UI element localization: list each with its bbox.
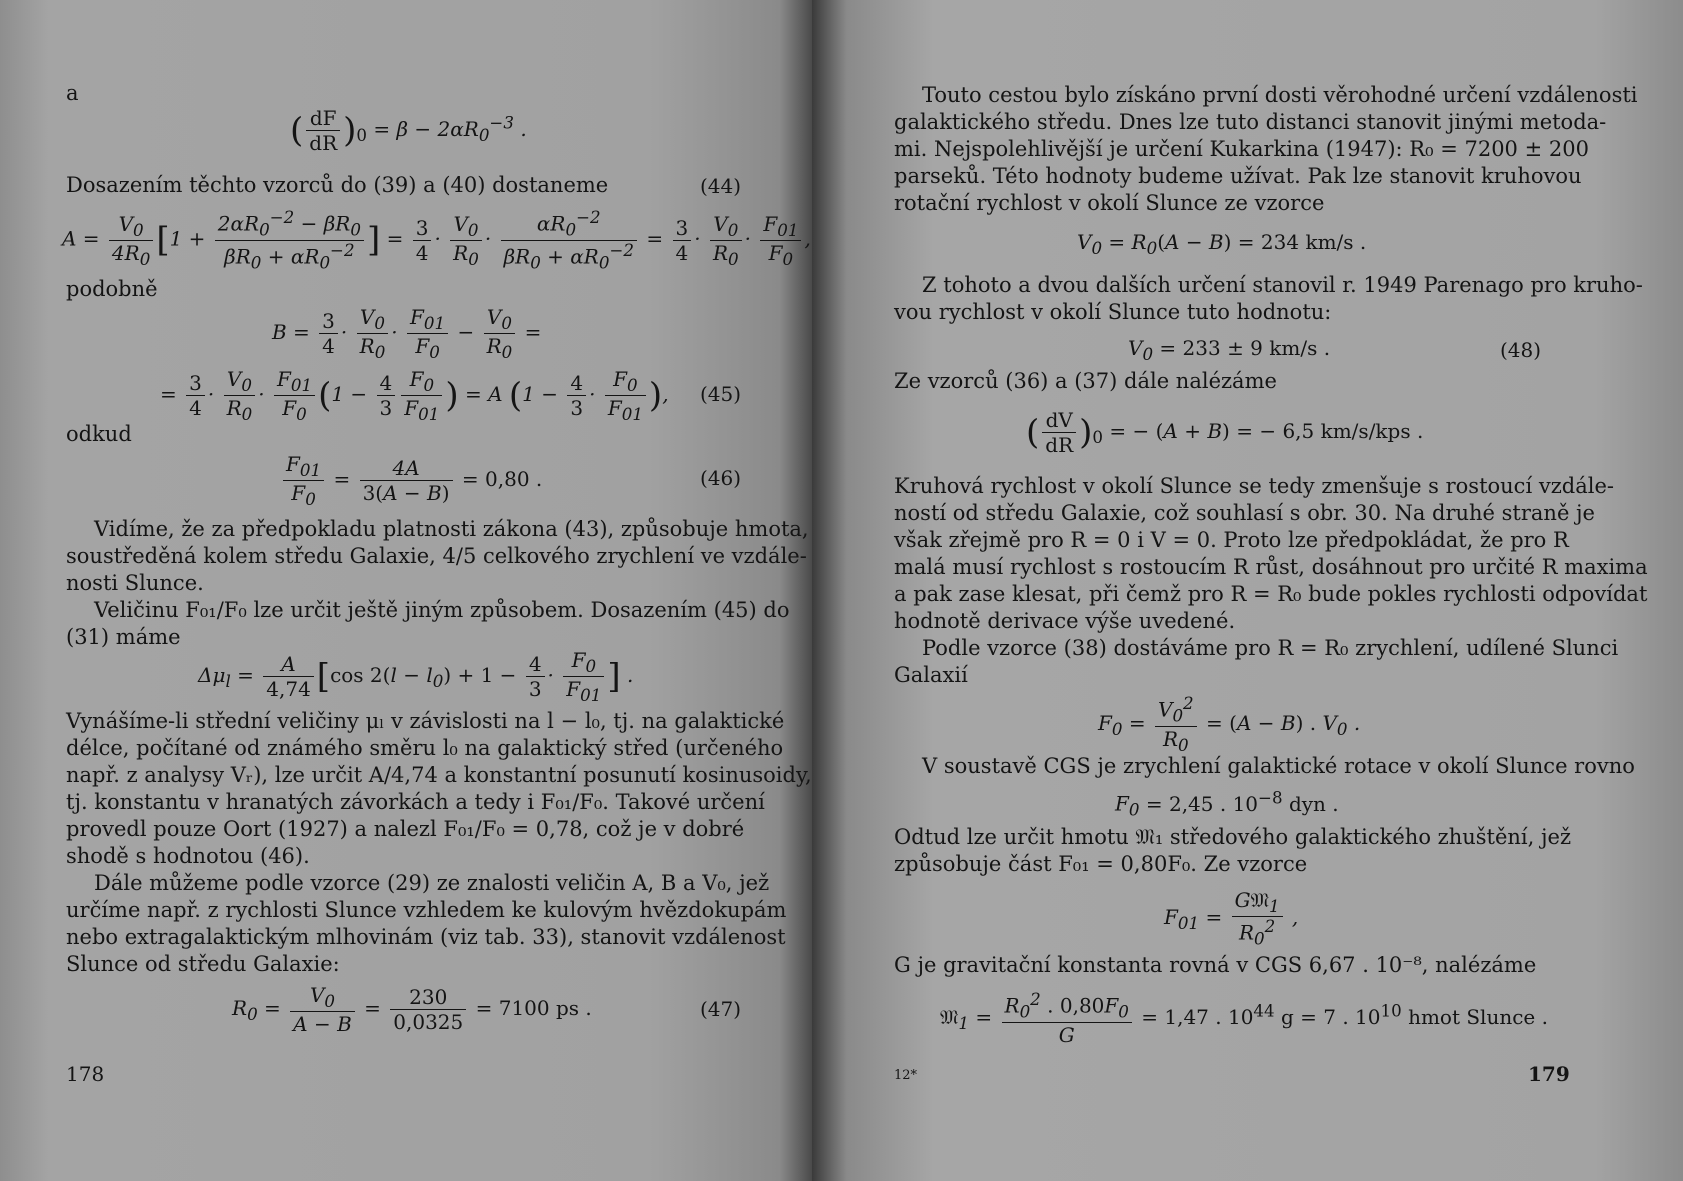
equation-F01: $F_{01}$ = $\frac{G𝔐_1}{R_0^2}$ ,: [1164, 888, 1299, 949]
right-paragraph-4-line-4: malá musí rychlost s rostoucím R růst, dosáhnout pro určité R maxima: [894, 555, 1648, 579]
right-paragraph-5-line-1: Podle vzorce (38) dostáváme pro R = R₀ zrychlení, udílené Slunci: [922, 636, 1619, 660]
paragraph-5-line-2: určíme např. z rychlosti Slunce vzhledem ke kulovým hvězdokupám: [66, 898, 787, 922]
right-paragraph-5-line-2: Galaxií: [894, 663, 968, 687]
paragraph-5-line-4: Slunce od středu Galaxie:: [66, 952, 340, 976]
word-whence: odkud: [66, 422, 132, 446]
paragraph-3-line-2: (31) máme: [66, 625, 181, 649]
page-number-left: 178: [66, 1062, 105, 1086]
equation-dV-dR: ( $\frac{dV}{dR}$ )$_0$ = − (A + B) = − 6,5 km/s/kps .: [1026, 408, 1424, 457]
right-paragraph-1-line-3: mi. Nejspolehlivější je určení Kukarkina (1947): R₀ = 7200 ± 200: [894, 137, 1589, 161]
equation-delta-mu: $\Delta\mu_l$ = $\frac{A}{4,74}$ [cos $2(l - l_0) + 1$ − $\frac{4}{3}$ · $\frac{F_0}{F_{01}}$ ] .: [198, 648, 634, 705]
paragraph-5-line-3: nebo extragalaktickým mlhovinám (viz tab. 33), stanovit vzdálenost: [66, 925, 786, 949]
equation-44: A = $\frac{V_0}{4R_0}$ [1 + $\frac{2\alpha R_0^{-2} - \beta R_0}{\beta R_0 + \alpha R_0^{-2}}$ ] = $\frac{3}{4}$ · $\frac{V_0}{R_0}$ · $\frac{\alpha R_0^{-2}}{\beta R_0 + \alpha R_0^{-2}}$ = $\frac{3}{4}$ · $\frac{V_0}{R_0}$ · $\frac{F_{01}}{F_0}$ ,: [62, 208, 811, 273]
equation-F0-value: $F_0 = 2,45$ . $10^{-8}$ dyn .: [1115, 788, 1339, 820]
paragraph-4-line-3: např. z analysy Vᵣ), lze určit A/4,74 a konstantní posunutí kosinusoidy,: [66, 763, 812, 787]
paragraph-4-line-5: provedl pouze Oort (1927) a nalezl F₀₁/F₀ = 0,78, což je v dobré: [66, 817, 745, 841]
equation-dF-dR: ( $\frac{dF}{dR}$ )$_0 = \beta - 2\alpha R_0^{-3}$ .: [290, 106, 527, 155]
right-paragraph-7-line-1: Odtud lze určit hmotu 𝔐₁ středového galaktického zhuštění, jež: [894, 825, 1572, 849]
right-paragraph-1-line-4: parseků. Této hodnoty budeme užívat. Pak lze stanovit kruhovou: [894, 164, 1582, 188]
equation-number-44: (44): [700, 174, 742, 198]
word-similarly: podobně: [66, 277, 158, 301]
right-paragraph-2-line-1: Z tohoto a dvou dalších určení stanovil r. 1949 Parenago pro kruho-: [922, 273, 1643, 297]
equation-F0: $F_0$ = $\frac{V_0^2}{R_0}$ = (A − B) . $V_0$ .: [1098, 694, 1361, 755]
page-number-right: 179: [1528, 1062, 1570, 1086]
right-paragraph-2-line-2: vou rychlost v okolí Slunce tuto hodnotu:: [894, 300, 1332, 324]
right-paragraph-6: V soustavě CGS je zrychlení galaktické rotace v okolí Slunce rovno: [922, 754, 1635, 778]
printer-signature: 12*: [894, 1068, 918, 1083]
equation-47: $R_0$ = $\frac{V_0}{A - B}$ = $\frac{230}{0,0325}$ = 7100 ps .: [232, 983, 592, 1036]
top-letter: a: [66, 81, 79, 105]
equation-B-line1: B = $\frac{3}{4}$ · $\frac{V_0}{R_0}$ · $\frac{F_{01}}{F_0}$ − $\frac{V_0}{R_0}$ =: [272, 305, 542, 362]
equation-number-48: (48): [1500, 338, 1542, 362]
right-paragraph-7-line-2: způsobuje část F₀₁ = 0,80F₀. Ze vzorce: [894, 852, 1308, 876]
right-paragraph-1-line-5: rotační rychlost v okolí Slunce ze vzorce: [894, 191, 1325, 215]
paragraph-4-line-2: délce, počítané od známého směru l₀ na galaktický střed (určeného: [66, 736, 784, 760]
paragraph-5-line-1: Dále můžeme podle vzorce (29) ze znalosti veličin A, B a V₀, jež: [94, 871, 770, 895]
left-page: [0, 0, 812, 1181]
right-paragraph-4-line-3: však zřejmě pro R = 0 i V = 0. Proto lze předpokládat, že pro R: [894, 528, 1569, 552]
right-paragraph-1-line-2: galaktického středu. Dnes lze tuto distanci stanovit jinými metoda-: [894, 110, 1607, 134]
equation-number-47: (47): [700, 997, 742, 1021]
equation-number-46: (46): [700, 466, 742, 490]
paragraph-2-line-2: soustředěná kolem středu Galaxie, 4/5 celkového zrychlení ve vzdále-: [66, 544, 807, 568]
paragraph-4-line-4: tj. konstantu v hranatých závorkách a tedy i F₀₁/F₀. Takové určení: [66, 790, 765, 814]
right-paragraph-4-line-1: Kruhová rychlost v okolí Slunce se tedy zmenšuje s rostoucí vzdále-: [894, 474, 1614, 498]
paragraph-2-line-1: Vidíme, že za předpokladu platnosti zákona (43), způsobuje hmota,: [94, 517, 809, 541]
equation-46: $\frac{F_{01}}{F_0}$ = $\frac{4A}{3(A - B)}$ = 0,80 .: [280, 452, 542, 509]
paragraph-substitution: Dosazením těchto vzorců do (39) a (40) dostaneme: [66, 173, 609, 197]
paragraph-4-line-1: Vynášíme-li střední veličiny μₗ v závislosti na l − l₀, tj. na galaktické: [66, 709, 785, 733]
paragraph-4-line-6: shodě s hodnotou (46).: [66, 844, 310, 868]
right-paragraph-4-line-2: ností od středu Galaxie, což souhlasí s obr. 30. Na druhé straně je: [894, 501, 1595, 525]
equation-45: = $\frac{3}{4}$ · $\frac{V_0}{R_0}$ · $\frac{F_{01}}{F_0}$ (1 − $\frac{4}{3}$ $\frac{F_0}{F_{01}}$ ) = A (1 − $\frac{4}{3}$ · $\frac{F_0}{F_{01}}$ ),: [160, 367, 669, 424]
right-paragraph-1-line-1: Touto cestou bylo získáno první dosti věrohodné určení vzdálenosti: [922, 83, 1638, 107]
right-paragraph-8: G je gravitační konstanta rovná v CGS 6,67 . 10⁻⁸, nalézáme: [894, 953, 1537, 977]
right-page: [812, 0, 1683, 1181]
equation-mass: 𝔐$_1$ = $\frac{R_0^2 . 0,80F_0}{G}$ = 1,47 . $10^{44}$ g = 7 . $10^{10}$ hmot Slunce .: [940, 990, 1548, 1047]
right-paragraph-4-line-5: a pak zase klesat, při čemž pro R = R₀ bude pokles rychlosti odpovídat: [894, 582, 1648, 606]
right-paragraph-4-line-6: hodnotě derivace výše uvedené.: [894, 609, 1236, 633]
paragraph-3-line-1: Veličinu F₀₁/F₀ lze určit ještě jiným způsobem. Dosazením (45) do: [94, 598, 790, 622]
paragraph-2-line-3: nosti Slunce.: [66, 571, 204, 595]
right-paragraph-3: Ze vzorců (36) a (37) dále nalézáme: [894, 369, 1277, 393]
equation-48: $V_0 = 233 \pm 9$ km/s .: [1128, 336, 1331, 364]
equation-number-45: (45): [700, 382, 742, 406]
equation-V0: $V_0 = R_0(A - B) = 234$ km/s .: [1077, 230, 1367, 258]
